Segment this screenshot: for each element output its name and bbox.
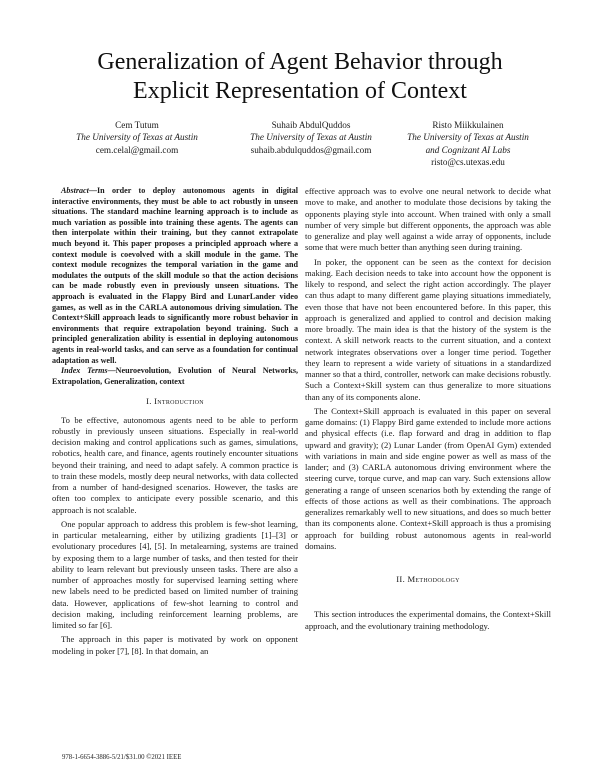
author-name: Suhaib AbdulQuddos [271,120,351,130]
index-terms-text: —Neuroevolution, Evolution of Neural Networks, Extrapolation, Generalization, context [52,366,299,386]
author-affiliation: The University of Texas at Austin [250,132,372,143]
intro-paragraph-6: The Context+Skill approach is evaluated in this paper on several game domains: (1) Flappy Bird game extended to include more actions and physical effects (i.e. flap forward and drag in addition to flap upward and gravity); (2) Lunar Lander (from OpenAI Gym) extended with variations in main and side engine power as well as mass of the lander; and (3) CARLA autonomous driving environment where the steering curve, torque curve, and map can vary. Such extensions allow generating a range of unseen scenarios both by extending the range of effects of those actions as well as their combinations. The approach generalizes remarkably well to new situations, and does so much better than its components alone. Context+Skill approach is thus a promising approach for building robust autonomous agents in real-world domains. [305,405,551,551]
author-email: suhaib.abdulquddos@gmail.com [250,144,372,155]
intro-paragraph-3: The approach in this paper is motivated by work on opponent modeling in poker [7], [8]. In that domain, an [52,634,298,656]
left-column [52,186,298,660]
abstract-lead: Abstract [61,186,89,195]
section-heading-methodology: II. Methodology [396,574,460,584]
abstract [52,186,298,366]
author-block-3 [403,119,533,168]
paper-title [40,48,560,106]
author-affiliation: The University of Texas at Austin [407,132,529,143]
author-affiliation: The University of Texas at Austin [76,132,198,143]
intro-paragraph-1: To be effective, autonomous agents need to be able to perform robustly in previously unseen situations. Especially in real-world decision making and control applications such as games, simulations, robotics, health care, and finance, agents routinely encounter situations beyond their training, and need to adapt safely. A common practice is to train these models, mostly deep neural networks, with data collected from a number of hand-designed scenarios. However, the tasks are often too complex to anticipate every possible scenario, and this approach is not scalable. [52,414,298,515]
author-name: Risto Miikkulainen [432,120,504,130]
abstract-text: —In order to deploy autonomous agents in digital interactive environments, they must be able to act robustly in unseen situations. The standard machine learning approach is to include as much variation as possible into training these agents. The agents can then interpolate within their training, but they cannot extrapolate much beyond it. This paper proposes a principled approach where a context module is coevolved with a skill module in the game. The context module recognizes the temporal variation in the game and modulates the outputs of the skill module so that the action decisions can be made robustly even in previously unseen situations. The approach is evaluated in the Flappy Bird and LunarLander video games, as well as in the CARLA autonomous driving simulation. The Context+Skill approach leads to significantly more robust behavior in environments that require extrapolation beyond training. Such a principled generalization ability is essential in deploying autonomous agents in real-world tasks, and can serve as a foundation for continual adaptation as well. [52,186,298,365]
intro-paragraph-5: In poker, the opponent can be seen as the context for decision making. Each decision needs to take into account how the opponent is likely to respond, and select the right action accordingly. The player can thus adapt to many different game playing situations immediately, even those that have not been encountered before. In this paper, this approach is generalized and applied to control and decision making more broadly. The main idea is that the history of the system is the context. A skill network reacts to the current situation, and a context network integrates observations over a longer time period. Together they learn to represent a wide variety of situations in a standardized manner so that a third, controller, network can make decisions robustly. Such a Context+Skill system can thus generalize to more situations than any of its components alone. [305,256,551,402]
author-block-2 [236,119,386,156]
author-email: cem.celal@gmail.com [95,144,179,155]
right-column [305,186,551,635]
section-heading-introduction: I. Introduction [146,396,204,407]
author-block-1 [72,119,202,156]
author-email: risto@cs.utexas.edu [431,156,505,167]
author-affiliation-2: and Cognizant AI Labs [425,144,511,155]
intro-paragraph-2: One popular approach to address this problem is few-shot learning, in particular metalearning, either by utilizing gradients [1]–[3] or evolutionary procedures [4], [5]. In metalearning, systems are trained by exposing them to a large number of tasks, and then tested for their ability to learn relevant but previously unseen tasks. There are also a number of approaches mostly for supervised learning setting where new labels need to be predicted based on limited number of training data. However, applications of few-shot learning to control and decision making, including reinforcement learning problems, are limited so far [6]. [52,518,298,631]
title-line-2: Explicit Representation of Context [133,78,467,104]
author-name: Cem Tutum [115,120,159,130]
title-line-1: Generalization of Agent Behavior through [97,49,503,75]
index-terms [52,366,298,387]
intro-paragraph-4: effective approach was to evolve one neural network to decide what move to make, and another to modulate those decisions by taking the opponents playing style into account. When trained with only a small number of very simple but different opponents, the approach was able to generalize and play well against a wide array of opponents, include some that were much better than anything seen during training. [305,186,551,253]
index-terms-lead: Index Terms [61,366,108,376]
copyright-footer: 978-1-6654-3886-5/21/$31.00 ©2021 IEEE [62,754,182,761]
methodology-paragraph-1: This section introduces the experimental domains, the Context+Skill approach, and the evolutionary training methodology. [305,609,551,631]
